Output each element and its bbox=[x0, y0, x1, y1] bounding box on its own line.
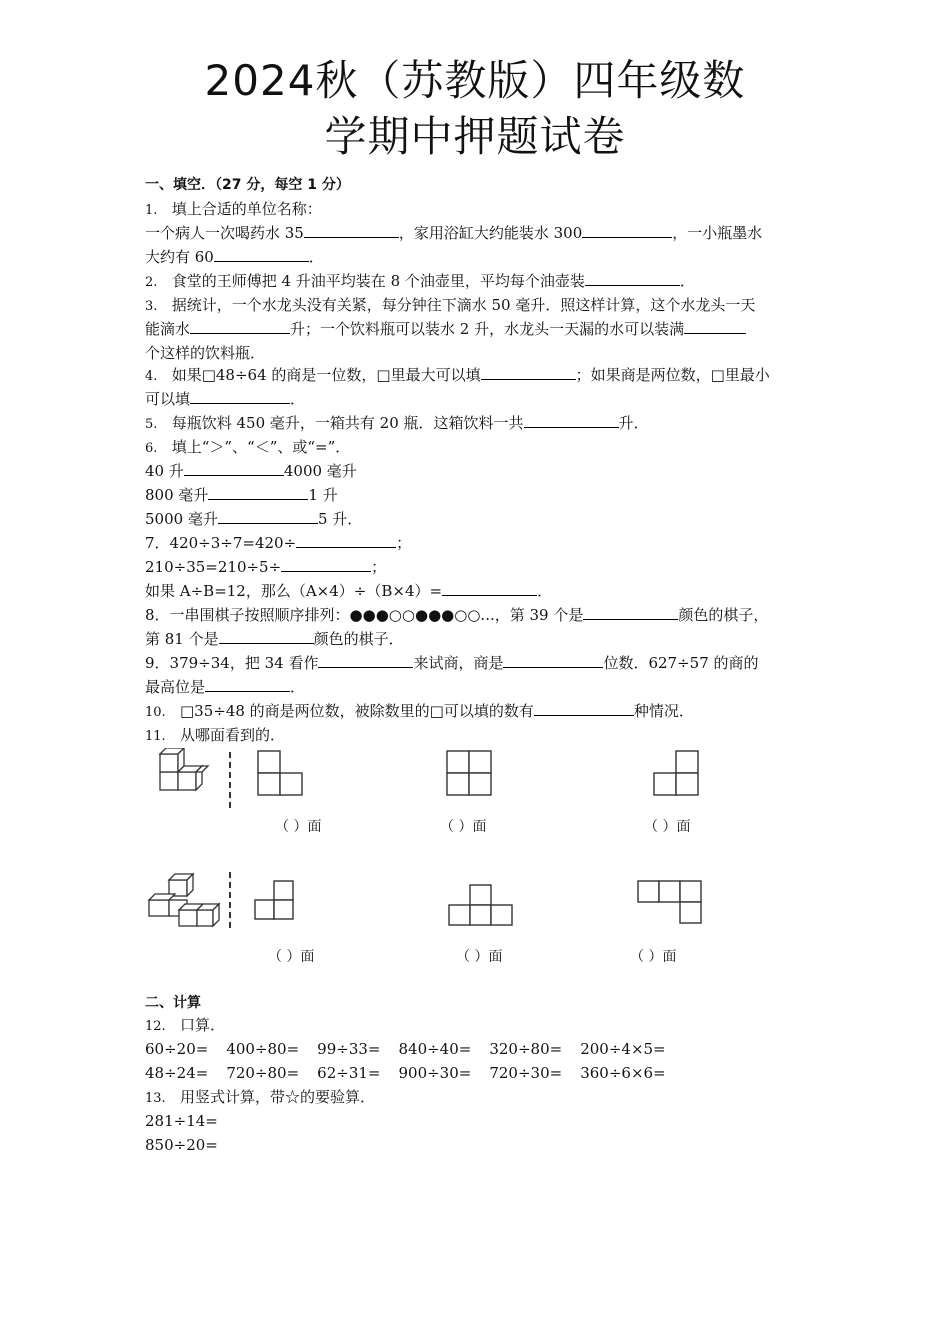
question-3-line-3: 个这样的饮料瓶． bbox=[145, 344, 266, 362]
answer-blank[interactable] bbox=[585, 270, 680, 286]
answer-blank[interactable] bbox=[442, 580, 537, 596]
question-5: 5. 每瓶饮料 450 毫升，一箱共有 20 瓶．这箱饮料一共 升． bbox=[145, 414, 649, 432]
question-7-line-3: 如果 A÷B=12，那么（A×4）÷（B×4）= ． bbox=[145, 582, 553, 600]
section-1-heading: 一、填空．（27 分，每空 1 分） bbox=[145, 177, 350, 193]
answer-blank[interactable] bbox=[583, 604, 678, 620]
question-1-line-3: 大约有 60 ． bbox=[145, 248, 324, 266]
answer-blank[interactable] bbox=[190, 318, 290, 334]
question-12: 12. 口算． bbox=[145, 1016, 226, 1034]
oral-calc-row-2: 48÷24= 720÷80= 62÷31= 900÷30= 720÷30= 360÷6×6= bbox=[145, 1064, 666, 1082]
question-1: 1. 填上合适的单位名称： bbox=[145, 200, 322, 218]
question-6: 6. 填上“＞”、“＜”、或“=”． bbox=[145, 438, 351, 456]
question-1-line-2: 一个病人一次喝药水 35 ，家用浴缸大约能装水 300 ，一小瓶墨水 bbox=[145, 224, 763, 242]
answer-blank[interactable] bbox=[684, 318, 746, 334]
answer-blank[interactable] bbox=[219, 628, 314, 644]
question-7-line-2: 210÷35=210÷5÷ ； bbox=[145, 558, 387, 576]
question-6-row-2: 800 毫升 1 升 bbox=[145, 486, 338, 504]
question-13: 13. 用竖式计算，带☆的要验算． bbox=[145, 1088, 376, 1106]
view-label[interactable]: （ ）面 bbox=[275, 819, 322, 835]
answer-blank[interactable] bbox=[205, 676, 290, 692]
answer-blank[interactable] bbox=[184, 460, 284, 476]
question-6-row-3: 5000 毫升 5 升． bbox=[145, 510, 363, 528]
question-9: 9．379÷34，把 34 看作 来试商，商是 位数．627÷57 的商的 bbox=[145, 654, 759, 672]
answer-blank[interactable] bbox=[304, 222, 399, 238]
view-shape-3 bbox=[652, 750, 702, 798]
question-8: 8．一串围棋子按照顺序排列：●●●○○●●●○○...，第 39 个是 颜色的棋子， bbox=[145, 606, 769, 624]
vertical-calc-2: 850÷20= bbox=[145, 1136, 218, 1154]
answer-blank[interactable] bbox=[524, 412, 619, 428]
question-3: 3. 据统计，一个水龙头没有关紧，每分钟往下滴水 50 毫升．照这样计算，这个水龙头一天 bbox=[145, 296, 756, 314]
view-label[interactable]: （ ）面 bbox=[440, 819, 487, 835]
answer-blank[interactable] bbox=[281, 556, 371, 572]
question-10: 10. □35÷48 的商是两位数，被除数里的□可以填的数有 种情况． bbox=[145, 702, 694, 720]
dashed-divider bbox=[229, 872, 231, 928]
cube-figure-1 bbox=[155, 748, 235, 808]
answer-blank[interactable] bbox=[190, 388, 290, 404]
question-6-row-1: 40 升 4000 毫升 bbox=[145, 462, 357, 480]
view-shape-6 bbox=[637, 880, 703, 926]
vertical-calc-1: 281÷14= bbox=[145, 1112, 218, 1130]
answer-blank[interactable] bbox=[214, 246, 309, 262]
question-8-line-2: 第 81 个是 颜色的棋子． bbox=[145, 630, 404, 648]
view-label[interactable]: （ ）面 bbox=[456, 949, 503, 965]
view-label[interactable]: （ ）面 bbox=[644, 819, 691, 835]
question-4-line-2: 可以填 ． bbox=[145, 390, 306, 408]
title-line-1: 2024秋（苏教版）四年级数 bbox=[204, 56, 746, 105]
title-line-2: 学期中押题试卷 bbox=[324, 112, 626, 161]
answer-blank[interactable] bbox=[218, 508, 318, 524]
answer-blank[interactable] bbox=[582, 222, 672, 238]
answer-blank[interactable] bbox=[481, 364, 576, 380]
question-9-line-2: 最高位是 ． bbox=[145, 678, 306, 696]
view-label[interactable]: （ ）面 bbox=[630, 949, 677, 965]
dashed-divider bbox=[229, 752, 231, 808]
cube-figure-2 bbox=[145, 870, 225, 932]
view-label[interactable]: （ ）面 bbox=[268, 949, 315, 965]
section-2-heading: 二、计算 bbox=[145, 995, 201, 1011]
view-shape-5 bbox=[448, 884, 516, 926]
question-2: 2. 食堂的王师傅把 4 升油平均装在 8 个油壶里，平均每个油壶装 ． bbox=[145, 272, 695, 290]
oral-calc-row-1: 60÷20= 400÷80= 99÷33= 840÷40= 320÷80= 200÷4×5= bbox=[145, 1040, 666, 1058]
question-4: 4. 如果□48÷64 的商是一位数，□里最大可以填 ；如果商是两位数，□里最小 bbox=[145, 366, 770, 384]
answer-blank[interactable] bbox=[503, 652, 603, 668]
answer-blank[interactable] bbox=[318, 652, 413, 668]
answer-blank[interactable] bbox=[208, 484, 308, 500]
view-shape-1 bbox=[257, 750, 307, 798]
view-shape-2 bbox=[446, 750, 496, 798]
answer-blank[interactable] bbox=[534, 700, 634, 716]
question-3-line-2: 能滴水 升；一个饮料瓶可以装水 2 升，水龙头一天漏的水可以装满 bbox=[145, 318, 825, 340]
view-shape-4 bbox=[254, 880, 298, 922]
question-7: 7．420÷3÷7=420÷ ； bbox=[145, 534, 412, 552]
question-11: 11. 从哪面看到的． bbox=[145, 726, 286, 744]
answer-blank[interactable] bbox=[296, 532, 396, 548]
